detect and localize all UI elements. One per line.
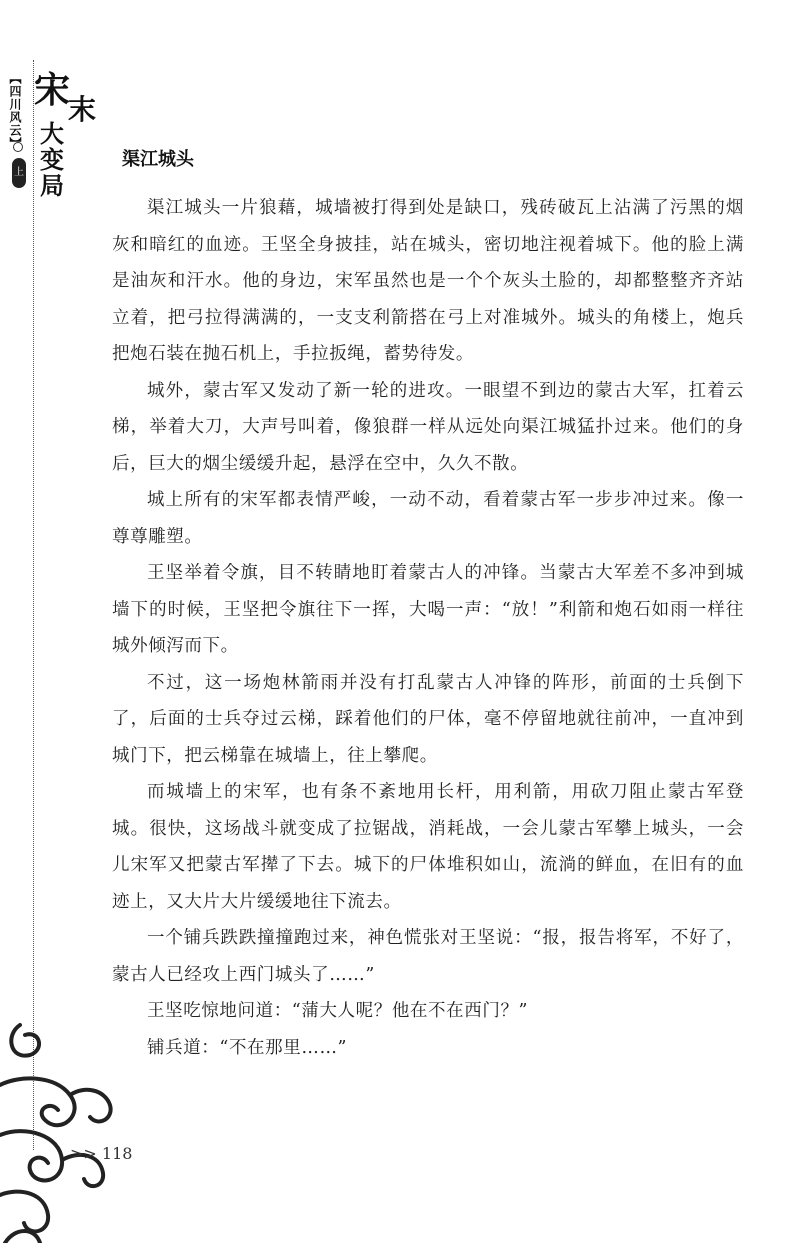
- book-title-logo: [26, 62, 106, 202]
- volume-badge: [12, 158, 26, 188]
- paragraph: 城上所有的宋军都表情严峻，一动不动，看着蒙古军一步步冲过来。像一尊尊雕塑。: [112, 490, 744, 547]
- main-text: [112, 140, 744, 1066]
- circle-ornament-icon: [13, 142, 23, 152]
- title-char-1: 宋: [34, 69, 71, 111]
- series-label: [8, 72, 24, 150]
- section-title: 渠江城头: [122, 149, 194, 170]
- paragraph: 渠江城头一片狼藉，城墙被打得到处是缺口，残砖破瓦上沾满了污黑的烟灰和暗红的血迹。王坚全身披挂，站在城头，密切地注视着城下。他的脸上满是油灰和汗水。他的身边，宋军虽然也是一个个灰头土脸的，却都整整齐齐站立着，把弓拉得满满的，一支支利箭搭在弓上对准城外。城头的角楼上，炮兵把炮石装在抛石机上，手拉扳绳，蓄势待发。: [112, 198, 744, 364]
- paragraph: 铺兵道：“不在那里……”: [147, 1037, 348, 1058]
- title-char-4: 变: [40, 145, 64, 174]
- paragraph: 城外，蒙古军又发动了新一轮的进攻。一眼望不到边的蒙古大军，扛着云梯，举着大刀，大声号叫着，像狼群一样从远处向渠江城猛扑过来。他们的身后，巨大的烟尘缓缓升起，悬浮在空中，久久不散。: [112, 380, 744, 474]
- paragraph: 王坚吃惊地问道：“蒲大人呢？他在不在西门？”: [147, 1001, 529, 1021]
- paragraph: 而城墙上的宋军，也有条不紊地用长杆，用利箭，用砍刀阻止蒙古军登城。很快，这场战斗就变成了拉锯战，消耗战，一会儿蒙古军攀上城头，一会儿宋军又把蒙古军撵了下去。城下的尸体堆积如山，流淌的鲜血，在旧有的血迹上，又大片大片缓缓地往下流去。: [112, 782, 744, 912]
- paragraph: 一个铺兵跌跌撞撞跑过来，神色慌张对王坚说：“报，报告将军，不好了，蒙古人已经攻上西门城头了……”: [112, 928, 744, 985]
- title-char-2: 末: [68, 93, 97, 126]
- title-char-5: 局: [40, 171, 64, 200]
- page-number: >> 118: [70, 1144, 133, 1163]
- paragraph: 王坚举着令旗，目不转睛地盯着蒙古人的冲锋。当蒙古大军差不多冲到城墙下的时候，王坚把令旗往下一挥，大喝一声：“放！”利箭和炮石如雨一样往城外倾泻而下。: [112, 563, 744, 656]
- title-char-3: 大: [40, 119, 64, 148]
- volume-label: 上: [14, 167, 24, 178]
- series-label-text: 【四川风云】: [8, 72, 22, 150]
- margin-dotted-rule: [33, 60, 34, 1150]
- paragraph: 不过，这一场炮林箭雨并没有打乱蒙古人冲锋的阵形，前面的士兵倒下了，后面的士兵夺过云梯，踩着他们的尸体，毫不停留地就往前冲，一直冲到城门下，把云梯靠在城墙上，往上攀爬。: [112, 672, 744, 766]
- cloud-ornament-icon: [0, 1015, 133, 1243]
